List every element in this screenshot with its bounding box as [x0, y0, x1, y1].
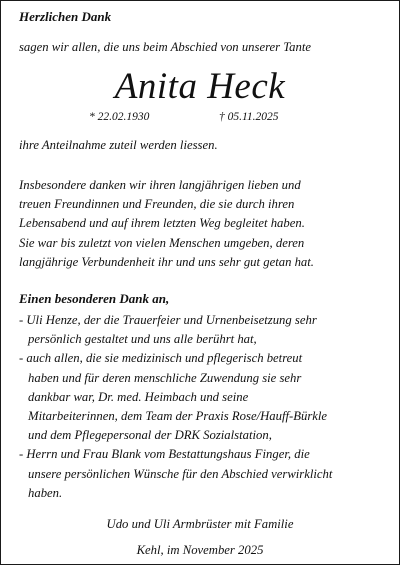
list-item: - Herrn und Frau Blank vom Bestattungshaus Finger, die: [19, 447, 310, 462]
paragraph-line: Lebensabend und auf ihrem letzten Weg begleitet haben.: [19, 216, 305, 231]
list-item-continuation: dankbar war, Dr. med. Heimbach und seine: [28, 389, 249, 404]
special-thanks-list: [19, 311, 332, 503]
list-item: - Uli Henze, der die Trauerfeier und Urnenbeisetzung sehr: [19, 313, 317, 327]
paragraph-line: Insbesondere danken wir ihren langjährigen lieben und: [19, 178, 301, 192]
thanks-paragraph: [19, 176, 314, 272]
list-item-continuation: unsere persönlichen Wünsche für den Abschied verwirklicht: [28, 466, 333, 481]
paragraph-line: treuen Freundinnen und Freunden, die sie durch ihren: [19, 197, 295, 212]
place-date: Kehl, im November 2025: [136, 543, 264, 557]
list-item-continuation: persönlich gestaltet und uns alle berührt hat,: [28, 332, 257, 347]
sympathy-text: ihre Anteilnahme zuteil werden liessen.: [19, 138, 218, 152]
list-item: - auch allen, die sie medizinisch und pflegerisch betreut: [19, 351, 303, 366]
list-item-continuation: Mitarbeiterinnen, dem Team der Praxis Rose/Hauff-Bürkle: [28, 409, 328, 424]
intro-text: sagen wir allen, die uns beim Abschied von unserer Tante: [19, 40, 312, 54]
list-item-continuation: und dem Pflegepersonal der DRK Sozialstation,: [28, 428, 272, 443]
list-item-continuation: haben.: [28, 485, 63, 500]
signature: Udo und Uli Armbrüster mit Familie: [106, 517, 294, 531]
birth-date: * 22.02.1930: [89, 111, 150, 123]
death-date: † 05.11.2025: [219, 111, 279, 123]
deceased-name: Anita Heck: [114, 66, 286, 107]
special-thanks-title: Einen besonderen Dank an,: [19, 291, 170, 306]
paragraph-line: Sie war bis zuletzt von vielen Menschen umgeben, deren: [19, 235, 305, 250]
list-item-continuation: haben und für deren menschliche Zuwendung sie sehr: [28, 370, 302, 385]
paragraph-line: langjährige Verbundenheit ihr und uns sehr gut getan hat.: [19, 254, 314, 269]
heading: Herzlichen Dank: [19, 9, 112, 24]
